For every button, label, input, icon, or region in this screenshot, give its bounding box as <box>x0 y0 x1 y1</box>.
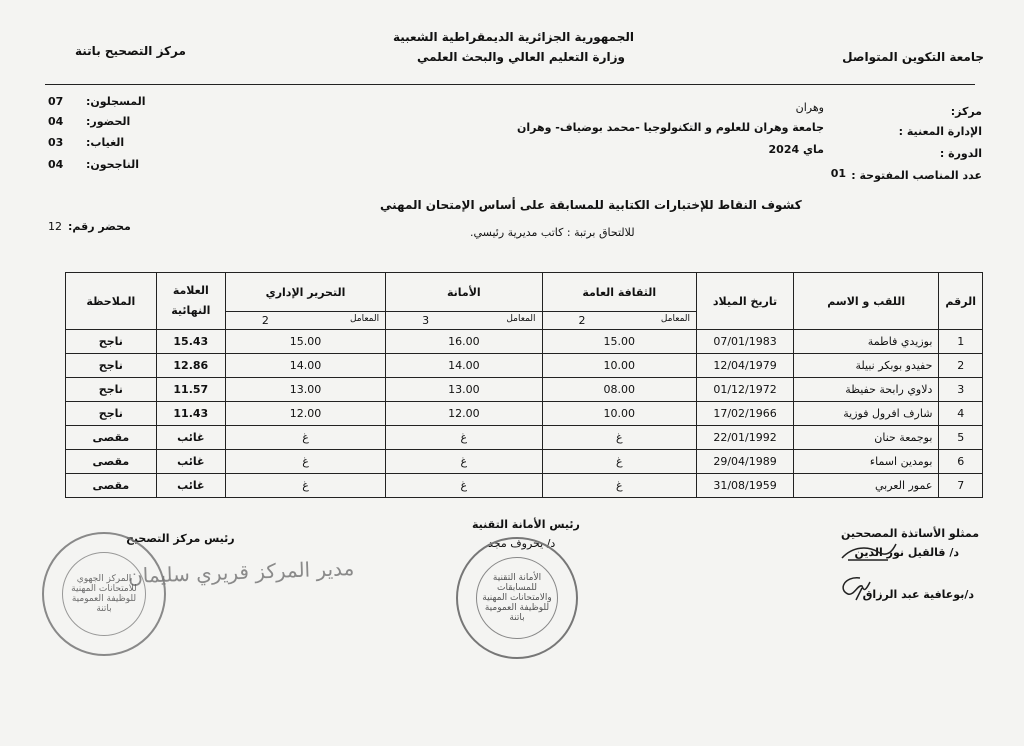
row-note: ناجح <box>66 402 157 426</box>
passed-value: 04 <box>48 158 64 171</box>
row-number: 3 <box>939 378 983 402</box>
corrector-1-name: د/ قالقيل نور الدين <box>854 546 959 559</box>
row-birth: 31/08/1959 <box>697 474 794 498</box>
absent-value: 03 <box>48 136 64 149</box>
row-final: 15.43 <box>156 330 225 354</box>
row-birth: 17/02/1966 <box>697 402 794 426</box>
row-secretariat: غ <box>386 474 542 498</box>
row-birth: 29/04/1989 <box>697 450 794 474</box>
row-name: حفيدو بوبكر نبيلة <box>794 354 939 378</box>
posts-label: عدد المناصب المفتوحة : <box>851 169 982 182</box>
row-final: 11.57 <box>156 378 225 402</box>
row-secretariat: 13.00 <box>386 378 542 402</box>
row-birth: 12/04/1979 <box>697 354 794 378</box>
row-name: عمور العربي <box>794 474 939 498</box>
row-admin: 12.00 <box>225 402 385 426</box>
table-row <box>66 402 983 426</box>
posts-value: 01 <box>830 167 846 180</box>
minutes-label: محضر رقم: <box>68 220 131 233</box>
row-number: 6 <box>939 450 983 474</box>
row-number: 2 <box>939 354 983 378</box>
coef-secretariat: المعامل 3 <box>386 312 542 330</box>
row-birth: 22/01/1992 <box>697 426 794 450</box>
present-value: 04 <box>48 115 64 128</box>
center-stamp <box>42 532 166 656</box>
row-admin: 14.00 <box>225 354 385 378</box>
row-note: مقصى <box>66 474 157 498</box>
row-admin: 13.00 <box>225 378 385 402</box>
row-final: 12.86 <box>156 354 225 378</box>
admin-value: جامعة وهران للعلوم و التكنولوجيا -محمد بوضياف- وهران <box>516 121 824 134</box>
correction-center-name: مركز التصحيح باتنة <box>75 44 186 58</box>
corrector-1-signature-icon <box>838 538 898 568</box>
session-value: ماي 2024 <box>768 143 824 156</box>
secretariat-name: د/ يحروف مجد <box>488 537 556 550</box>
row-culture: 10.00 <box>542 402 696 426</box>
coef-admin: المعامل 2 <box>225 312 385 330</box>
row-culture: 08.00 <box>542 378 696 402</box>
document-title: كشوف النقاط للإختبارات الكتابية للمسابقة على أساس الإمتحان المهني <box>380 198 802 212</box>
row-note: ناجح <box>66 354 157 378</box>
header-secretariat: الأمانة <box>386 273 542 312</box>
row-note: ناجح <box>66 330 157 354</box>
row-birth: 01/12/1972 <box>697 378 794 402</box>
header-note: الملاحظة <box>66 273 157 330</box>
row-note: مقصى <box>66 426 157 450</box>
header-birth: تاريخ الميلاد <box>697 273 794 330</box>
secretariat-stamp <box>456 537 578 659</box>
row-culture: غ <box>542 426 696 450</box>
row-admin: 15.00 <box>225 330 385 354</box>
row-admin: غ <box>225 450 385 474</box>
row-name: بومدين اسماء <box>794 450 939 474</box>
row-note: ناجح <box>66 378 157 402</box>
row-secretariat: غ <box>386 426 542 450</box>
row-culture: 15.00 <box>542 330 696 354</box>
row-note: مقصى <box>66 450 157 474</box>
header-rank: الرقم <box>939 273 983 330</box>
header-name: اللقب و الاسم <box>794 273 939 330</box>
correctors-title: ممثلو الأساتذة المصححين <box>841 527 979 540</box>
row-culture: غ <box>542 450 696 474</box>
row-secretariat: غ <box>386 450 542 474</box>
row-secretariat: 16.00 <box>386 330 542 354</box>
absent-label: الغياب: <box>86 136 125 149</box>
row-final: غائب <box>156 474 225 498</box>
session-label: الدورة : <box>939 147 982 160</box>
minutes-value: 12 <box>48 220 62 233</box>
row-final: غائب <box>156 450 225 474</box>
header-divider <box>45 84 975 85</box>
university-name: جامعة التكوين المتواصل <box>842 50 984 64</box>
row-number: 4 <box>939 402 983 426</box>
row-name: بوجمعة حنان <box>794 426 939 450</box>
center-stamp-text: المركز الجهوي للامتحانات المهنية للوظيفة العمومية باتنة <box>62 552 146 636</box>
row-culture: غ <box>542 474 696 498</box>
row-number: 7 <box>939 474 983 498</box>
table-row <box>66 354 983 378</box>
row-secretariat: 14.00 <box>386 354 542 378</box>
table-row <box>66 426 983 450</box>
center-value: وهران <box>795 101 824 114</box>
corrector-2-signature-icon <box>832 572 878 602</box>
admin-label: الإدارة المعنية : <box>898 125 982 138</box>
row-secretariat: 12.00 <box>386 402 542 426</box>
table-row <box>66 378 983 402</box>
coef-culture: المعامل 2 <box>542 312 696 330</box>
row-name: دلاوي رابحة حفيظة <box>794 378 939 402</box>
republic-title: الجمهورية الجزائرية الديمقراطية الشعبية <box>392 30 634 44</box>
center-chief-title: رئيس مركز التصحيح <box>126 532 235 545</box>
header-final-mark: العلامة النهائية <box>156 273 225 330</box>
passed-label: الناجحون: <box>86 158 140 171</box>
secretariat-stamp-text: الأمانة التقنية للمسابقات والامتحانات المهنية للوظيفة العمومية باتنة <box>476 557 559 640</box>
registered-label: المسجلون: <box>86 95 146 108</box>
secretariat-title: رئيس الأمانة التقنية <box>472 518 580 531</box>
center-label: مركز: <box>950 105 982 118</box>
row-number: 5 <box>939 426 983 450</box>
table-row <box>66 450 983 474</box>
center-chief-stamp-text: مدير المركز قريري سليمان <box>127 556 355 588</box>
header-culture: الثقافة العامة <box>542 273 696 312</box>
registered-value: 07 <box>48 95 64 108</box>
table-row <box>66 330 983 354</box>
ministry-title: وزارة التعليم العالي والبحث العلمي <box>416 50 625 64</box>
document-subtitle: للالتحاق برتبة : كاتب مديرية رئيسي. <box>470 226 635 239</box>
row-name: بوزيدي فاطمة <box>794 330 939 354</box>
row-number: 1 <box>939 330 983 354</box>
table-row <box>66 474 983 498</box>
row-final: غائب <box>156 426 225 450</box>
corrector-2-name: د/بوعافية عبد الرزاق <box>862 588 974 601</box>
row-name: شارف افرول فوزية <box>794 402 939 426</box>
header-admin-writing: التحرير الإداري <box>225 273 385 312</box>
scores-table <box>65 272 983 498</box>
row-final: 11.43 <box>156 402 225 426</box>
present-label: الحضور: <box>86 115 131 128</box>
row-culture: 10.00 <box>542 354 696 378</box>
row-admin: غ <box>225 426 385 450</box>
row-birth: 07/01/1983 <box>697 330 794 354</box>
row-admin: غ <box>225 474 385 498</box>
